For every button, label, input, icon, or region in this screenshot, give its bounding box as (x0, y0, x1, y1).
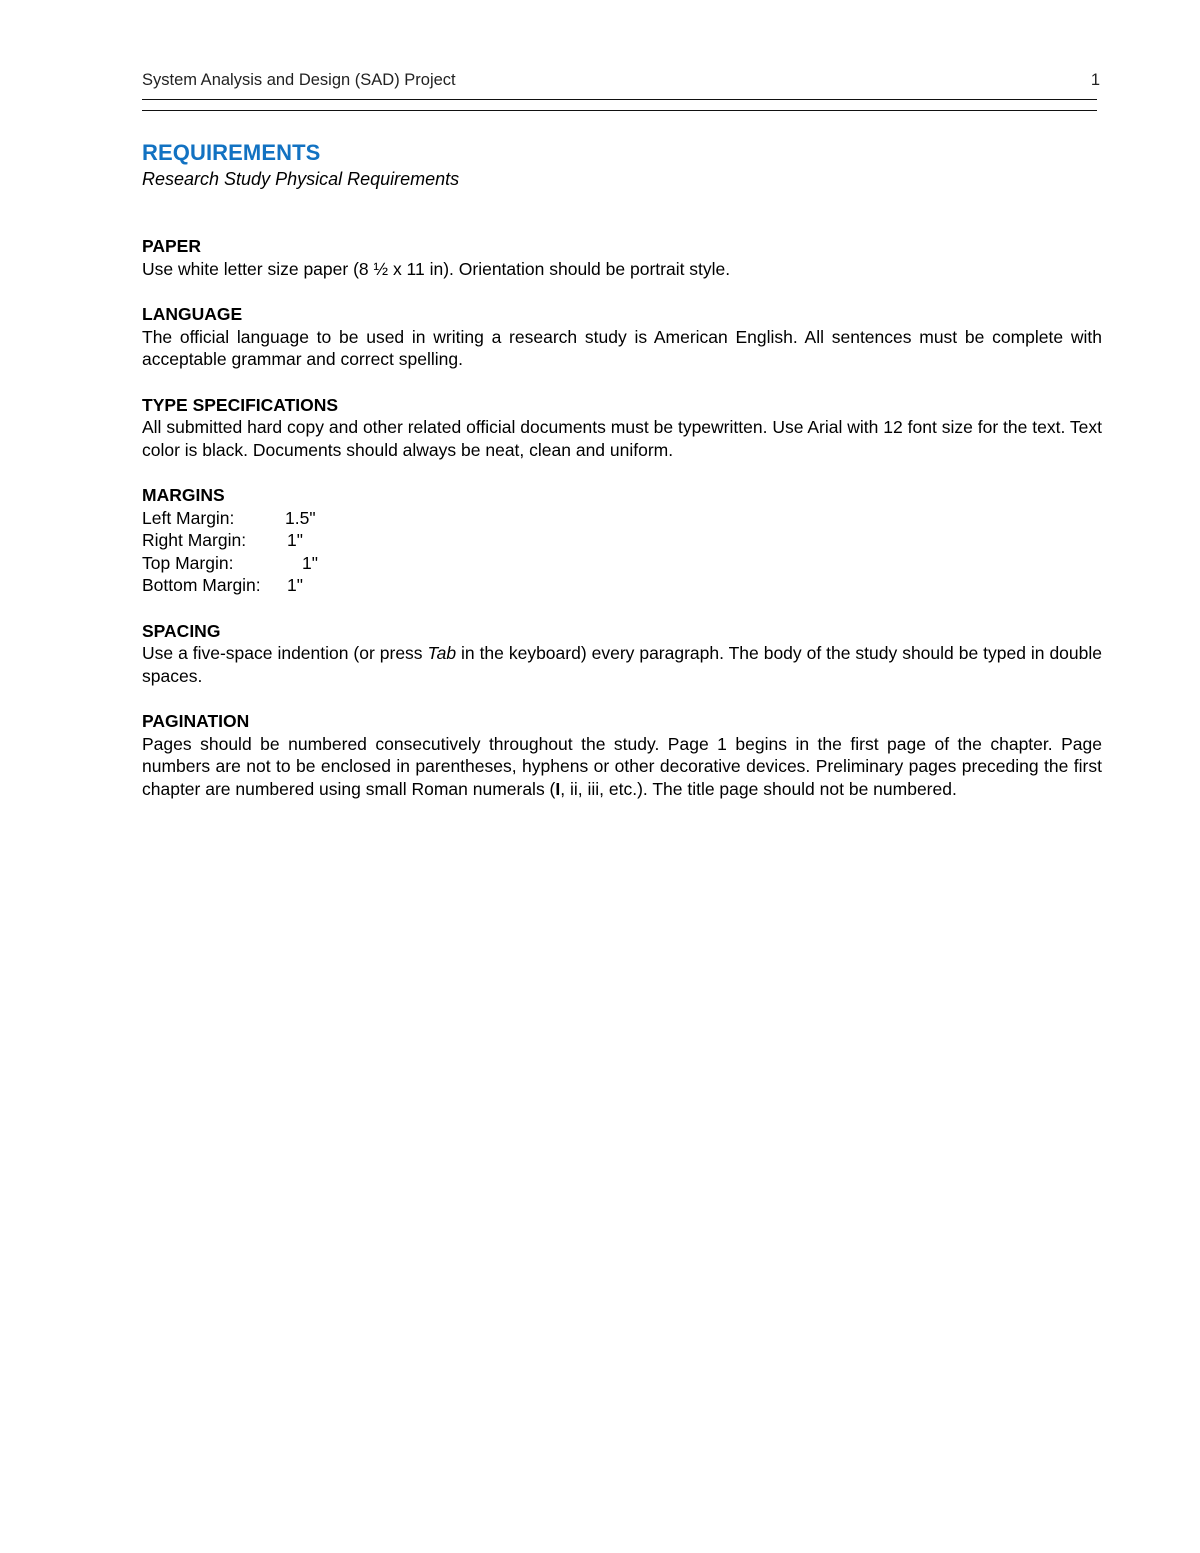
section-heading-type-specifications: TYPE SPECIFICATIONS (142, 394, 339, 415)
header-double-rule (142, 99, 1097, 111)
requirements-sections (142, 235, 1102, 823)
section-type-specifications (142, 394, 1102, 462)
body-text: in the keyboard) every paragraph. The body of the study should be typed in double spaces. (142, 643, 1102, 686)
margin-value: 1" (287, 575, 303, 595)
section-paper (142, 235, 1102, 280)
section-body-type-specifications: All submitted hard copy and other related official documents must be typewritten. Use Arial with 12 font size for the text. Text color is black. Documents should always be neat, clean and uniform. (142, 417, 1102, 460)
section-pagination (142, 710, 1102, 800)
bold-text: I (555, 778, 561, 799)
margin-row-top (142, 552, 1102, 575)
section-heading-pagination: PAGINATION (142, 711, 250, 731)
document-subtitle: Research Study Physical Requirements (142, 169, 460, 189)
section-heading-paper: PAPER (142, 236, 201, 256)
margin-value: 1" (302, 552, 318, 573)
document-title: REQUIREMENTS (142, 140, 321, 165)
section-heading-margins: MARGINS (142, 485, 225, 505)
margin-row-bottom (142, 574, 1102, 597)
emphasis-text: Tab (427, 643, 457, 663)
margin-label: Bottom Margin: (142, 575, 261, 595)
section-body-spacing (142, 642, 1102, 687)
section-margins (142, 484, 1102, 597)
margin-label: Top Margin: (142, 552, 234, 573)
body-text: Pages should be numbered consecutively throughout the study. Page 1 begins in the first page of the chapter. Page numbers are not to be enclosed in parentheses, hyphens or other decorative devices. Preliminary pages preceding the first chapter are numbered using small Roman numerals ( (142, 733, 1102, 799)
body-text: , ii, iii, etc.). The title page should not be numbered. (560, 778, 957, 799)
margin-row-right (142, 529, 1102, 552)
section-body-language: The official language to be used in writing a research study is American English. All sentences must be complete with acceptable grammar and correct spelling. (142, 326, 1102, 369)
section-heading-spacing: SPACING (142, 620, 221, 641)
section-body-pagination (142, 733, 1102, 801)
margin-label: Right Margin: (142, 530, 247, 550)
margin-value: 1" (287, 530, 303, 550)
running-title: System Analysis and Design (SAD) Project (142, 71, 456, 89)
section-heading-language: LANGUAGE (142, 304, 243, 324)
section-body-paper: Use white letter size paper (8 ½ x 11 in). Orientation should be portrait style. (142, 258, 731, 279)
section-language (142, 303, 1102, 371)
body-text: Use a five-space indention (or press (142, 643, 428, 663)
running-header (142, 70, 1102, 90)
margin-label: Left Margin: (142, 507, 235, 528)
margin-row-left (142, 507, 1102, 530)
margin-value: 1.5" (285, 507, 316, 528)
page-number: 1 (1090, 71, 1100, 89)
section-spacing (142, 620, 1102, 688)
